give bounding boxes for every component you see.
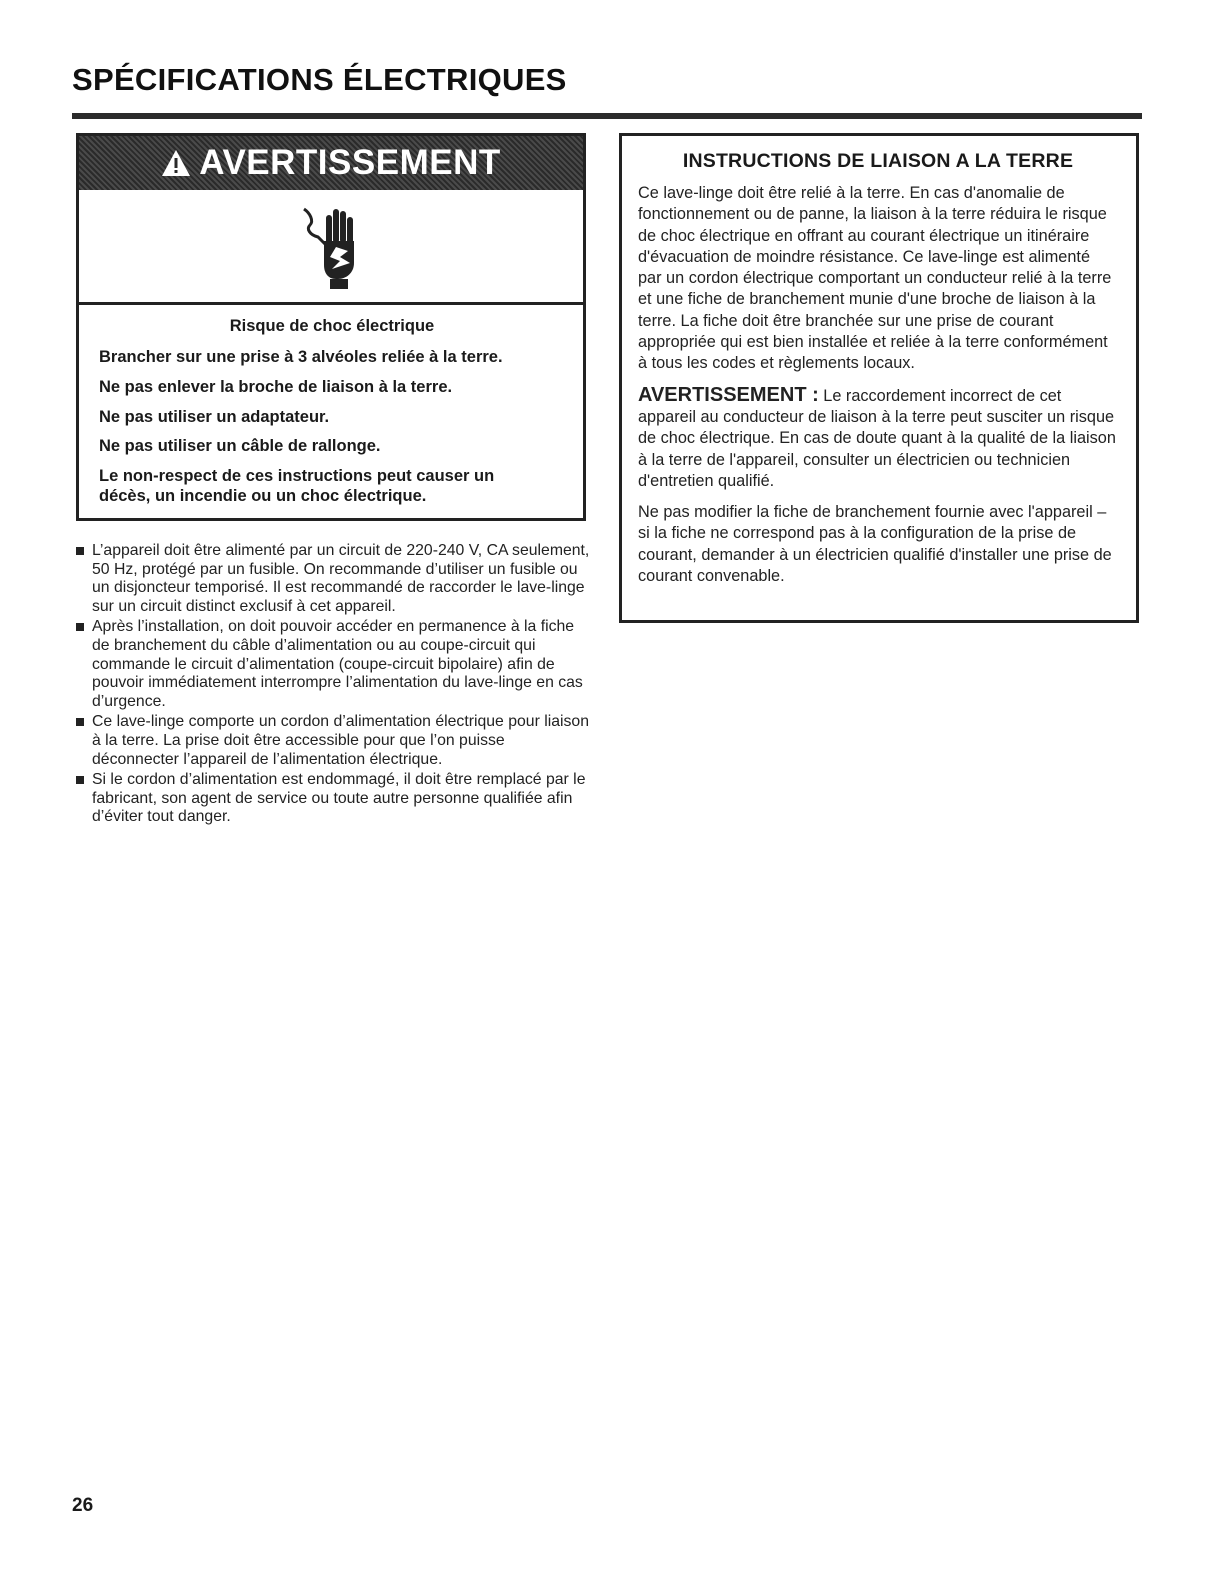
warning-header-label: AVERTISSEMENT [199, 143, 501, 182]
grounding-warning-paragraph [638, 385, 1118, 492]
list-item-text: Après l’installation, on doit pouvoir accéder en permanence à la fiche de branchement du câble d’alimentation ou au coupe-circuit qui commande le circuit d’alimentation (coupe-circuit bipolaire) afin de pouvoir immédiatement interrompre l’alimentation du lave-linge en cas d’urgence. [92, 618, 583, 710]
list-item [76, 542, 596, 616]
grounding-paragraph: Ce lave-linge doit être relié à la terre. En cas d'anomalie de fonctionnement ou de panne, la liaison à la terre réduira le risque de choc électrique en offrant au courant électrique un itinéraire d'évacuation de moindre résistance. Ce lave-linge est alimenté par un cordon électrique comportant un conducteur relié à la terre et une fiche de branchement munie d'une broche de liaison à la terre. La fiche doit être branchée sur une prise de courant appropriée qui est bien installée et reliée à la terre conformément à tous les codes et règlements locaux. [638, 184, 1112, 373]
list-item-text: Ce lave-linge comporte un cordon d’alimentation électrique pour liaison à la terre. La prise doit être accessible pour que l’on puisse déconnecter l’appareil de l’alimentation électrique. [92, 713, 590, 768]
warning-line: Le non-respect de ces instructions peut causer un décès, un incendie ou un choc électrique. [99, 467, 495, 505]
list-item-text: L’appareil doit être alimenté par un circuit de 220-240 V, CA seulement, 50 Hz, protégé par un fusible. On recommande d’utiliser un fusible ou un disjoncteur temporisé. Il est recommandé de raccorder le lave-linge sur un circuit distinct exclusif à cet appareil. [92, 542, 590, 615]
grounding-warning-text: Le raccordement incorrect de cet appareil au conducteur de liaison à la terre peut susciter un risque de choc électrique. En cas de doute quant à la qualité de la liaison à la terre de l'appareil, consulter un électricien ou technicien d'entretien qualifié. [638, 386, 1116, 490]
warning-triangle-icon [161, 148, 191, 178]
page-title: SPÉCIFICATIONS ÉLECTRIQUES [72, 62, 567, 97]
warning-box [76, 133, 586, 521]
warning-line: Ne pas enlever la broche de liaison à la terre. [99, 377, 453, 396]
list-item-text: Si le cordon d’alimentation est endommagé, il doit être remplacé par le fabricant, son agent de service ou toute autre personne qualifiée afin d’éviter tout danger. [92, 771, 586, 826]
warning-icon-area [79, 190, 583, 305]
list-item [76, 618, 596, 711]
electric-shock-hand-icon [296, 201, 366, 291]
bullet-square-icon [76, 776, 84, 784]
title-rule [72, 113, 1142, 119]
warning-line: Ne pas utiliser un câble de rallonge. [99, 437, 381, 456]
bullet-square-icon [76, 547, 84, 555]
list-item [76, 713, 596, 769]
grounding-paragraph: Ne pas modifier la fiche de branchement fournie avec l'appareil – si la fiche ne correspond pas à la configuration de la prise de courant, demander à un électricien qualifié d'installer une prise de courant convenable. [638, 503, 1112, 586]
grounding-instructions-box [619, 133, 1139, 623]
bullet-square-icon [76, 623, 84, 631]
warning-risk-title: Risque de choc électrique [229, 317, 435, 335]
grounding-warning-label: AVERTISSEMENT : [638, 383, 819, 406]
requirements-list [76, 542, 596, 829]
warning-header [79, 136, 583, 190]
list-item [76, 771, 596, 827]
grounding-title: INSTRUCTIONS DE LIAISON A LA TERRE [682, 150, 1074, 172]
bullet-square-icon [76, 718, 84, 726]
warning-line: Brancher sur une prise à 3 alvéoles reliée à la terre. [99, 348, 503, 366]
warning-body [79, 305, 583, 507]
warning-line: Ne pas utiliser un adaptateur. [99, 407, 330, 426]
page-number: 26 [72, 1495, 94, 1516]
